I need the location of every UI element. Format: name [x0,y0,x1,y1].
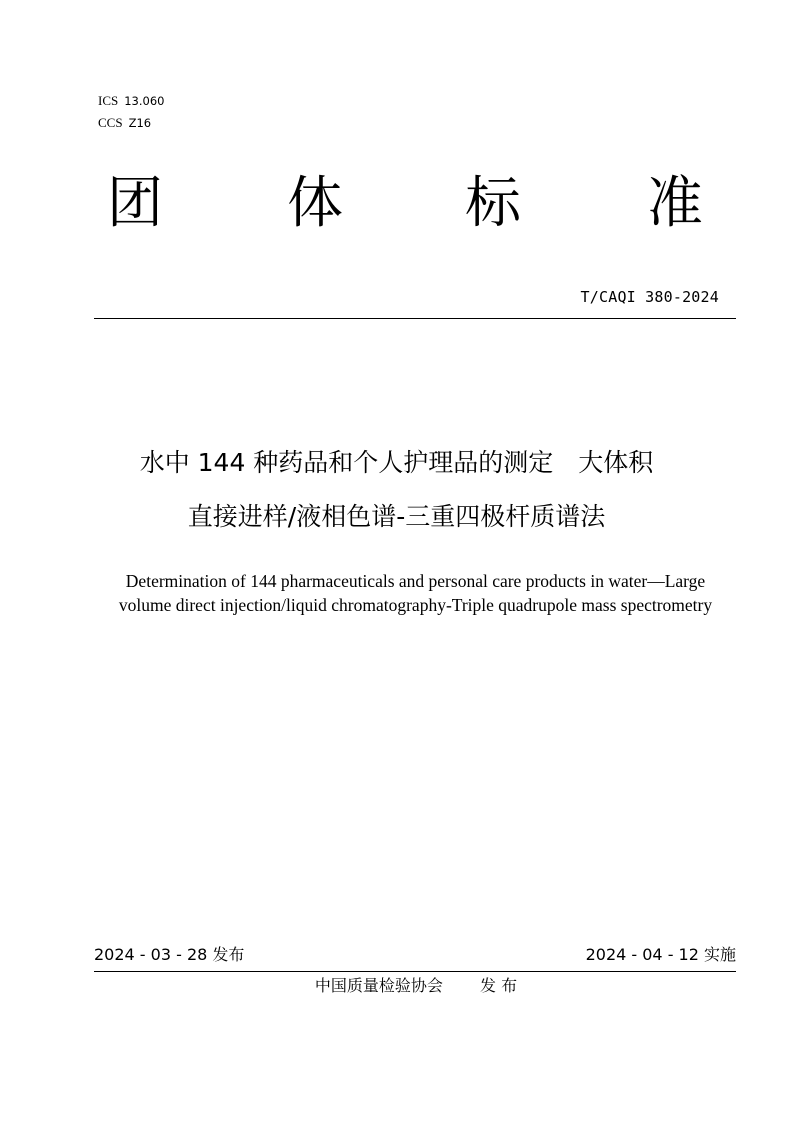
ccs-value: Z16 [128,116,152,130]
issuing-organization: 中国质量检验协会 发 布 [314,976,518,995]
implementation-date: 2024 - 04 - 12 实施 [585,945,736,964]
ccs-label: CCS [98,115,123,130]
header-divider [94,318,736,319]
ics-classification [98,94,164,108]
document-type-char-3: 标 [465,171,521,236]
ics-label: ICS [98,93,119,108]
ccs-classification [98,116,151,130]
publish-date: 2024 - 03 - 28 发布 [94,945,245,964]
english-title-line-1: Determination of 144 pharmaceuticals and personal care products in water—Large [125,571,706,591]
footer-divider [94,971,736,972]
chinese-title-line-1: 水中 144 种药品和个人护理品的测定 大体积 [139,448,654,477]
ics-value: 13.060 [124,94,165,108]
chinese-title-line-2: 直接进样/液相色谱-三重四极杆质谱法 [187,502,606,531]
document-type-char-2: 体 [287,171,343,236]
english-title-line-2: volume direct injection/liquid chromatography-Triple quadrupole mass spectrometry [118,595,713,615]
document-type-char-1: 团 [107,171,163,236]
standard-number: T/CAQI 380-2024 [580,288,719,306]
document-type-char-4: 准 [647,171,703,236]
